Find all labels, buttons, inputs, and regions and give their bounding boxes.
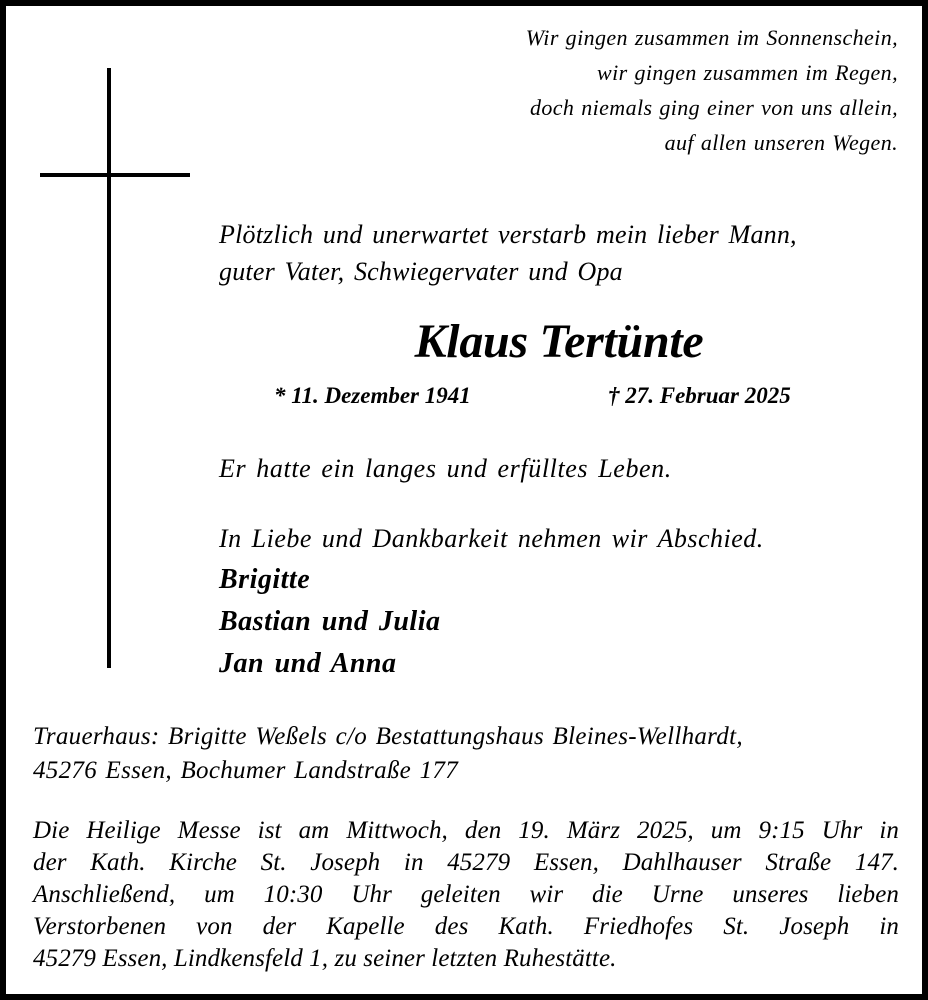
mourner-name: Jan und Anna xyxy=(219,648,397,679)
poem-line: auf allen unseren Wegen. xyxy=(664,130,898,155)
birth-date: * 11. Dezember 1941 xyxy=(274,383,471,408)
mourners-list xyxy=(219,559,440,685)
mass-notice-line: Anschließend, um 10:30 Uhr geleiten wir die Urne unseres lieben xyxy=(33,881,899,908)
mass-notice-line: Verstorbenen von der Kapelle des Kath. Friedhofes St. Joseph in xyxy=(33,913,899,940)
mourner-name: Brigitte xyxy=(219,564,311,595)
cross-vertical-bar xyxy=(107,68,111,668)
death-date: † 27. Februar 2025 xyxy=(608,383,791,408)
mass-notice-line: Die Heilige Messe ist am Mittwoch, den 19. März 2025, um 9:15 Uhr in xyxy=(33,817,899,844)
intro-line: Plötzlich und unerwartet verstarb mein lieber Mann, xyxy=(219,220,797,249)
poem-line: doch niemals ging einer von uns allein, xyxy=(529,95,898,120)
mass-notice xyxy=(33,815,899,975)
farewell-statement: In Liebe und Dankbarkeit nehmen wir Abschied. xyxy=(219,524,764,553)
address-line: 45276 Essen, Bochumer Landstraße 177 xyxy=(33,757,459,784)
intro-text xyxy=(219,216,797,290)
poem-line: wir gingen zusammen im Regen, xyxy=(597,60,898,85)
deceased-name: Klaus Tertünte xyxy=(414,315,704,368)
address-line: Trauerhaus: Brigitte Weßels c/o Bestattungshaus Bleines-Wellhardt, xyxy=(33,723,743,750)
mass-notice-line: der Kath. Kirche St. Joseph in 45279 Essen, Dahlhauser Straße 147. xyxy=(33,849,899,876)
mourning-house-address xyxy=(33,720,743,788)
mass-notice-line: 45279 Essen, Lindkensfeld 1, zu seiner letzten Ruhestätte. xyxy=(33,945,617,972)
mourner-name: Bastian und Julia xyxy=(219,606,441,637)
intro-line: guter Vater, Schwiegervater und Opa xyxy=(219,257,623,286)
poem xyxy=(526,20,898,160)
poem-line: Wir gingen zusammen im Sonnenschein, xyxy=(525,25,898,50)
cross-horizontal-bar xyxy=(40,173,190,177)
life-statement: Er hatte ein langes und erfülltes Leben. xyxy=(219,454,672,483)
